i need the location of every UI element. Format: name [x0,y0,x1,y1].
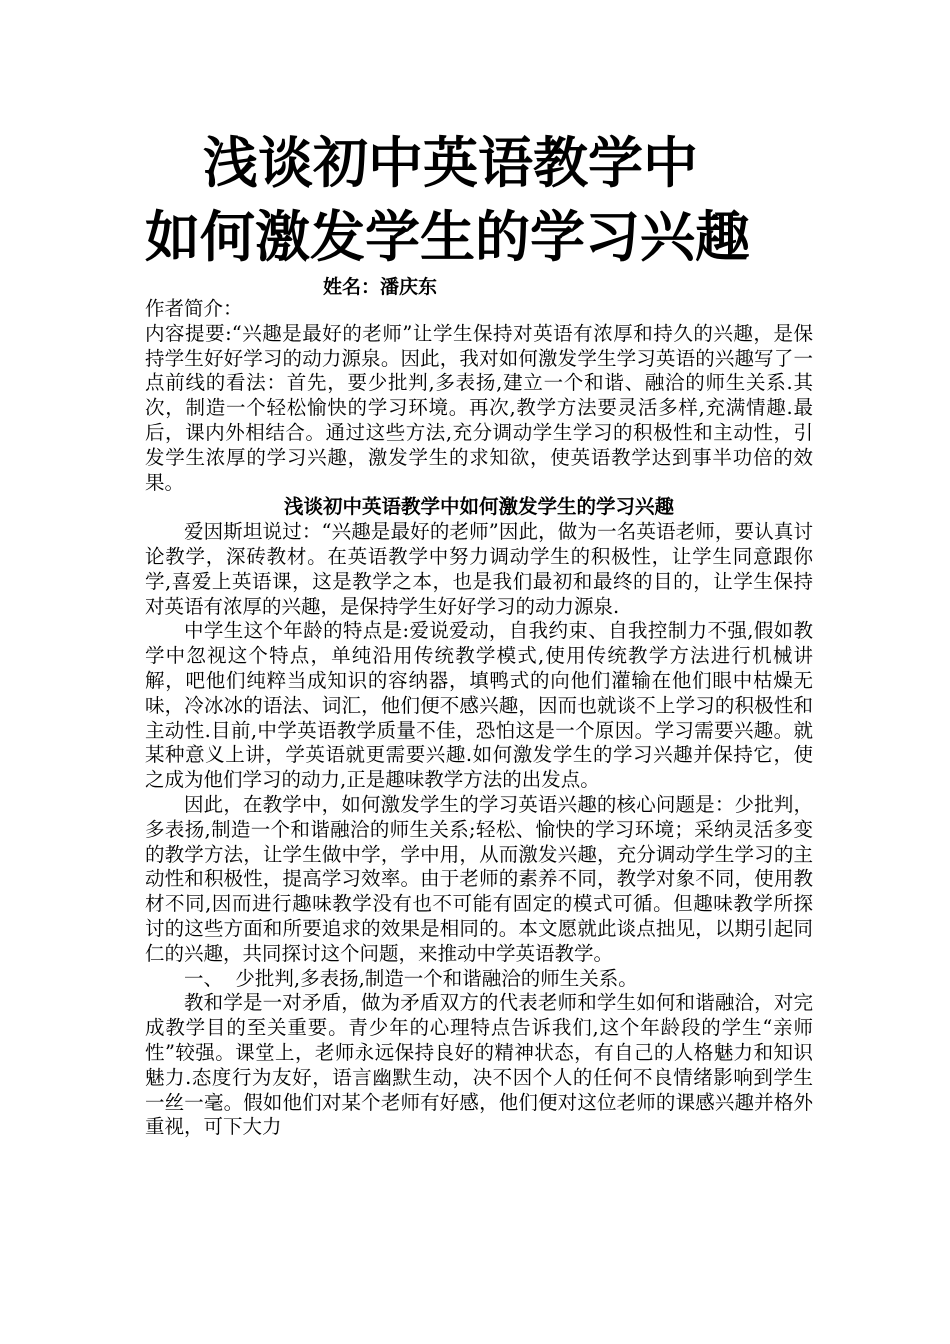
document-title-line2: 如何激发学生的学习兴趣 [145,205,751,269]
body-paragraph: 爱因斯坦说过：“兴趣是最好的老师”因此，做为一名英语老师，要认真讨论教学，深砖教材。在英语教学中努力调动学生的积极性，让学生同意跟你学,喜爱上英语课，这是教学之本，也是我们最初和最终的目的，让学生保持对英语有浓厚的兴趣，是保持学生好好学习的动力源泉. [145,520,813,618]
document-title-line1: 浅谈初中英语教学中 [203,131,699,195]
author-name: 姓名：潘庆东 [323,276,438,298]
section-heading: 一、 少批判,多表扬,制造一个和谐融洽的师生关系。 [184,966,638,990]
author-intro-label: 作者简介： [145,297,243,320]
body-paragraph: 教和学是一对矛盾，做为矛盾双方的代表老师和学生如何和谐融洽，对完成教学目的至关重要。青少年的心理特点告诉我们,这个年龄段的学生“亲师性”较强。课堂上，老师永远保持良好的精神状态，有自己的人格魅力和知识魅力.态度行为友好，语言幽默生动，决不因个人的任何不良情绪影响到学生一丝一毫。假如他们对某个老师有好感，他们便对这位老师的课感兴趣并格外重视，可下大力 [145,991,813,1139]
article-subtitle: 浅谈初中英语教学中如何激发学生的学习兴趣 [283,495,674,519]
abstract-paragraph: 内容提要:“兴趣是最好的老师”让学生保持对英语有浓厚和持久的兴趣，是保持学生好好学习的动力源泉。因此，我对如何激发学生学习英语的兴趣写了一点前线的看法：首先，要少批判,多表扬,建立一个和谐、融洽的师生关系.其次，制造一个轻松愉快的学习环境。再次,教学方法要灵活多样,充满情趣.最后，课内外相结合。通过这些方法,充分调动学生学习的积极性和主动性，引发学生浓厚的学习兴趣，激发学生的求知欲，使英语教学达到事半功倍的效果。 [145,321,813,494]
body-paragraph: 中学生这个年龄的特点是:爱说爱动，自我约束、自我控制力不强,假如教学中忽视这个特点，单纯沿用传统教学模式,使用传统教学方法进行机械讲解，吧他们纯粹当成知识的容纳器，填鸭式的向他们灌输在他们眼中枯燥无味，冷冰冰的语法、词汇，他们便不感兴趣，因而也就谈不上学习的积极性和主动性.目前,中学英语教学质量不佳，恐怕这是一个原因。学习需要兴趣。就某种意义上讲，学英语就更需要兴趣.如何激发学生的学习兴趣并保持它，使之成为他们学习的动力,正是趣味教学方法的出发点。 [145,619,813,792]
document-body [145,297,813,1140]
body-paragraph: 因此，在教学中，如何激发学生的学习英语兴趣的核心问题是：少批判，多表扬,制造一个和谐融洽的师生关系;轻松、愉快的学习环境；采纳灵活多变的教学方法，让学生做中学，学中用，从而激发兴趣，充分调动学生学习的主动性和积极性，提高学习效率。由于老师的素养不同，教学对象不同，使用教材不同,因而进行趣味教学没有也不可能有固定的模式可循。但趣味教学所探讨的这些方面和所要追求的效果是相同的。本文愿就此谈点拙见，以期引起同仁的兴趣，共同探讨这个问题，来推动中学英语教学。 [145,792,813,965]
